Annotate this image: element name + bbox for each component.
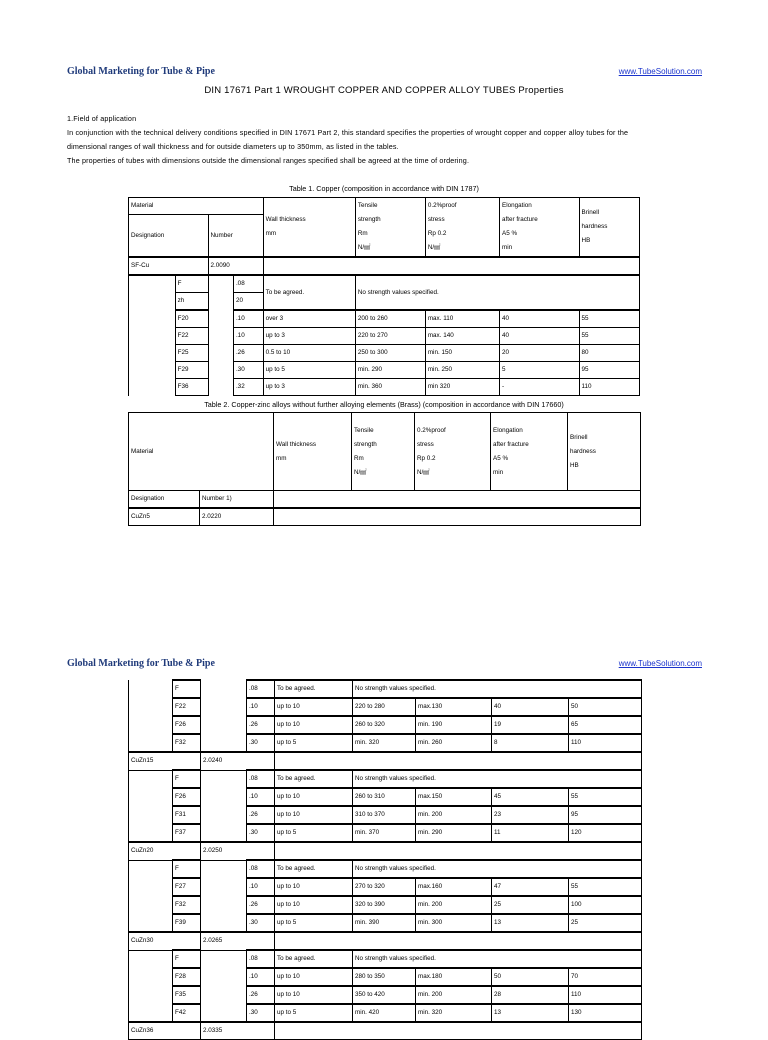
section-heading: 1.Field of application (67, 114, 137, 123)
elongation-header: Elongation after fracture A5 % min (491, 413, 568, 491)
brand-name: Global Marketing for Tube & Pipe (67, 658, 215, 669)
alloy-number: 2.0335 (201, 1022, 275, 1040)
alloy-name: CuZn5 (129, 508, 200, 526)
no-strength-note: No strength values specified. (353, 950, 642, 968)
alloy-row (129, 752, 642, 770)
table-row: F39 .30 up to 5 min. 390 min. 300 13 25 (129, 914, 642, 932)
table-row: F22 .10 up to 3 220 to 270 max. 140 40 55 (129, 328, 640, 345)
designation-header: Designation (129, 491, 200, 509)
table-row: F20 .10 over 3 200 to 260 max. 110 40 55 (129, 310, 640, 328)
paragraph-line: The properties of tubes with dimensions outside the dimensional ranges specified shall be agreed at the time of ordering. (67, 156, 470, 165)
table1-caption: Table 1. Copper (composition in accordance with DIN 1787) (289, 184, 479, 193)
table-row: F29 .30 up to 5 min. 290 min. 250 5 95 (129, 362, 640, 379)
table-row: F36 .32 up to 3 min. 360 min 320 - 110 (129, 379, 640, 396)
alloy-name: CuZn15 (129, 752, 201, 770)
brand-name: Global Marketing for Tube & Pipe (67, 66, 215, 77)
alloy-number: 2.0250 (201, 842, 275, 860)
number-header: Number 1) (200, 491, 274, 509)
table2-caption: Table 2. Copper-zinc alloys without further alloying elements (Brass) (composition in accordance with DIN 17660) (204, 400, 564, 409)
wall-header: Wall thickness mm (274, 413, 352, 491)
number-header: Number (208, 215, 263, 257)
material-header: Material (129, 413, 274, 491)
tensile-header: Tensile strength Rm N/㎟ (352, 413, 415, 491)
tensile-header: Tensile strength Rm N/㎟ (355, 198, 425, 258)
table-row: F .08 To be agreed. No strength values specified. (129, 680, 642, 698)
table-row: F .08 To be agreed. No strength values specified. (129, 770, 642, 788)
alloy-number: 2.0265 (201, 932, 275, 950)
brinell-header: Brinell hardness HB (579, 198, 639, 258)
designation-header: Designation (129, 215, 209, 257)
table1: Material Wall thickness mm Tensile strength Rm N/㎟ 0.2%proof stress Rp 0.2 N/㎟ Elongation after fracture A5 % min Brinell hardness HB Designation Number SF-Cu 2.0090 F .08 To be agreed. No strength values specified. zh 20 F20 .10 over 3 200 to 260 max. 110 40 55 F22 .10 up to 3 220 to 270 max. 140 40 55 F25 .26 0.5 to 10 250 to 300 min. 150 20 80 F29 .30 up to 5 min. 290 min. 250 5 95 F36 .32 up to 3 min. 360 min 320 - 110 (128, 197, 640, 396)
no-strength-note: No strength values specified. (353, 770, 642, 788)
table-row: F .08 To be agreed. No strength values specified. (129, 860, 642, 878)
brinell-header: Brinell hardness HB (568, 413, 641, 491)
proof-header: 0.2%proof stress Rp 0.2 N/㎟ (425, 198, 499, 258)
table2-continued (128, 679, 642, 1040)
alloy-row (129, 1022, 642, 1040)
document-title: DIN 17671 Part 1 WROUGHT COPPER AND COPPER ALLOY TUBES Properties (204, 85, 564, 96)
alloy-number: 2.0220 (200, 508, 274, 526)
alloy-name: SF-Cu (129, 257, 209, 275)
table-row: F .08 To be agreed. No strength values specified. (129, 950, 642, 968)
field-of-application (67, 112, 703, 168)
table-row: F28 .10 up to 10 280 to 350 max.180 50 70 (129, 968, 642, 986)
alloy-number: 2.0240 (201, 752, 275, 770)
no-strength-note: No strength values specified. (355, 275, 639, 310)
alloy-row (129, 932, 642, 950)
no-strength-note: No strength values specified. (353, 860, 642, 878)
table-row: F25 .26 0.5 to 10 250 to 300 min. 150 20 80 (129, 345, 640, 362)
alloy-row (129, 842, 642, 860)
table2 (128, 412, 641, 526)
alloy-name: CuZn36 (129, 1022, 201, 1040)
paragraph-line: In conjunction with the technical delivery conditions specified in DIN 17671 Part 2, this standard specifies the properties of wrought copper and copper alloy tubes for the (67, 128, 629, 137)
site-link[interactable]: www.TubeSolution.com (618, 67, 702, 76)
table-row: F42 .30 up to 5 min. 420 min. 320 13 130 (129, 1004, 642, 1022)
no-strength-note: No strength values specified. (353, 680, 642, 698)
proof-header: 0.2%proof stress Rp 0.2 N/㎟ (415, 413, 491, 491)
table-row: F32 .30 up to 5 min. 320 min. 260 8 110 (129, 734, 642, 752)
table-row: F35 .26 up to 10 350 to 420 min. 200 28 110 (129, 986, 642, 1004)
table-row: F22 .10 up to 10 220 to 280 max.130 40 50 (129, 698, 642, 716)
paragraph-line: dimensional ranges of wall thickness and for outside diameters up to 350mm, as listed in the tables. (67, 142, 399, 151)
table-row: F27 .10 up to 10 270 to 320 max.160 47 55 (129, 878, 642, 896)
wall-header: Wall thickness mm (263, 198, 355, 258)
table-row: F26 .10 up to 10 260 to 310 max.150 45 55 (129, 788, 642, 806)
elongation-header: Elongation after fracture A5 % min (500, 198, 580, 258)
alloy-name: CuZn30 (129, 932, 201, 950)
site-link[interactable]: www.TubeSolution.com (618, 659, 702, 668)
alloy-number: 2.0090 (208, 257, 263, 275)
alloy-name: CuZn20 (129, 842, 201, 860)
material-header: Material (129, 198, 264, 215)
table-row: F31 .26 up to 10 310 to 370 min. 200 23 95 (129, 806, 642, 824)
table-row: F37 .30 up to 5 min. 370 min. 290 11 120 (129, 824, 642, 842)
table-row: F32 .26 up to 10 320 to 390 min. 200 25 100 (129, 896, 642, 914)
table-row: F26 .26 up to 10 260 to 320 min. 190 19 65 (129, 716, 642, 734)
